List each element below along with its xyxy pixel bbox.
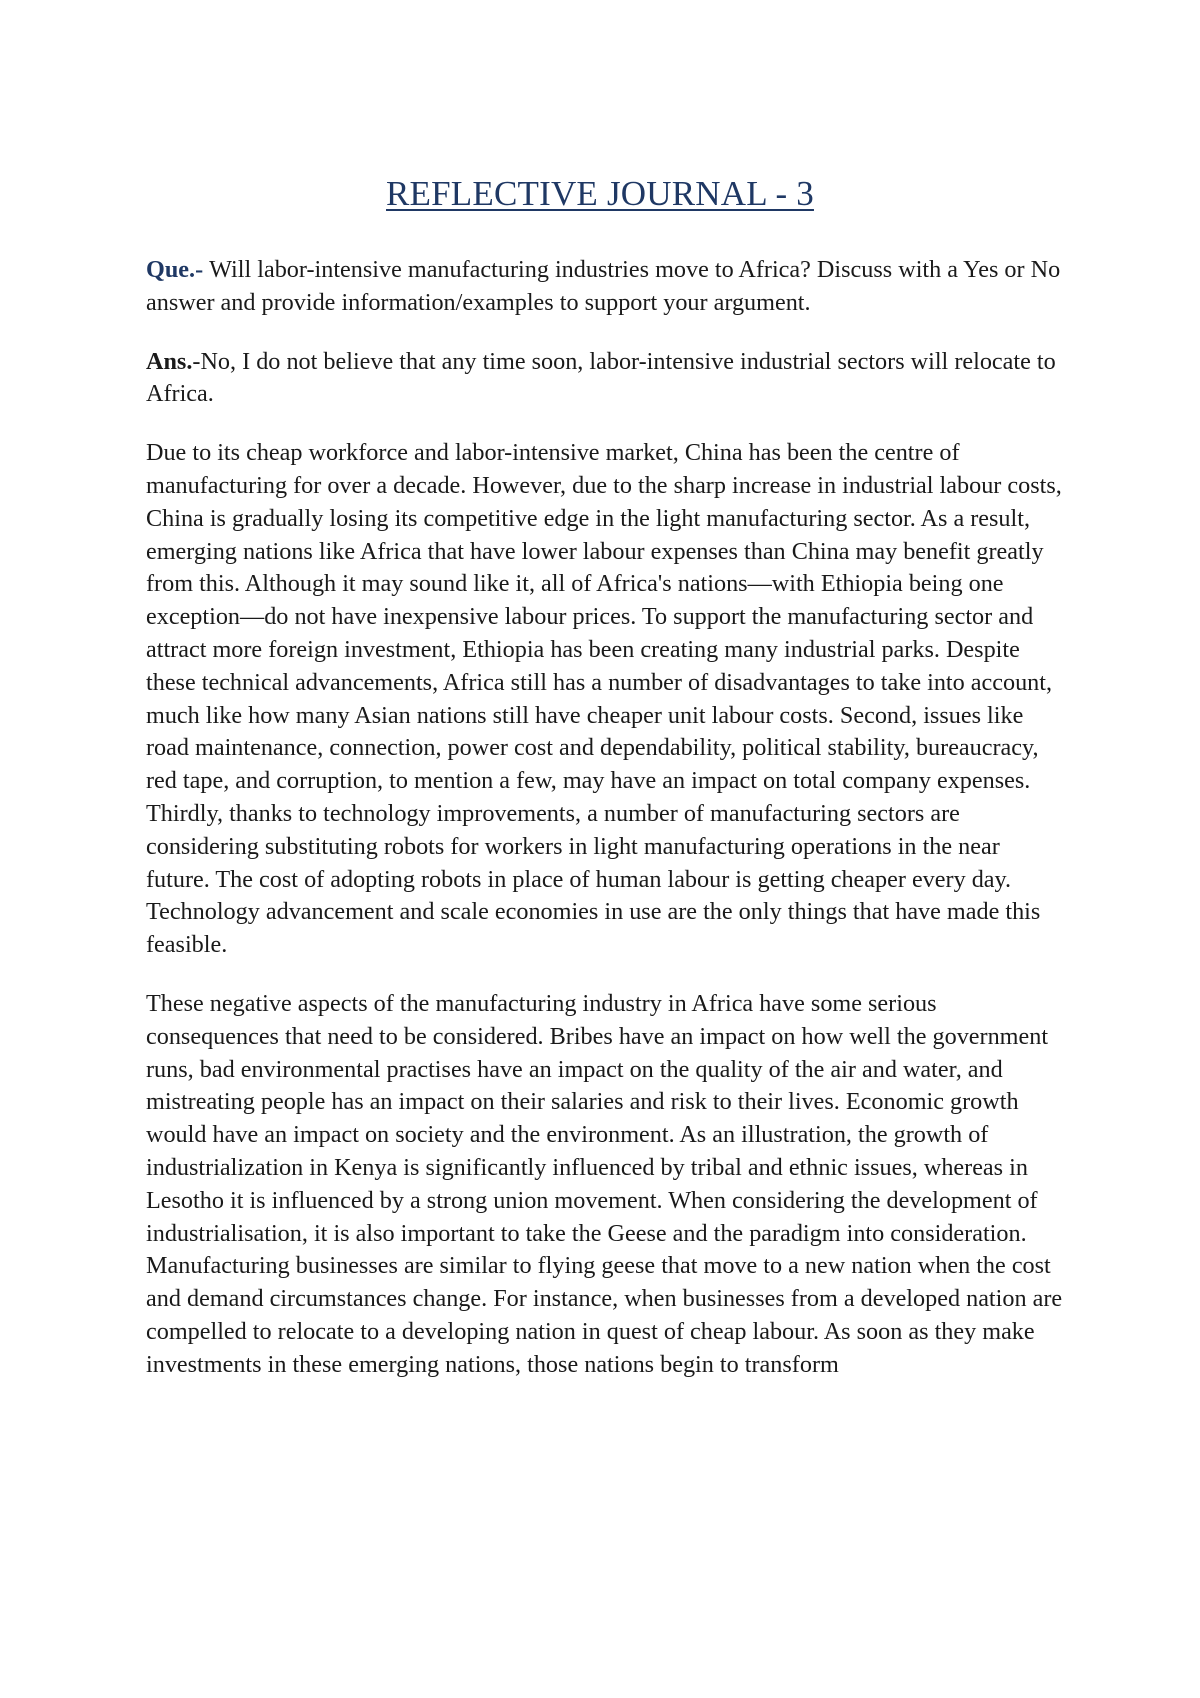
- question-text: Will labor-intensive manufacturing industries move to Africa? Discuss with a Yes or No answer and provide information/examples to support your argument.: [146, 256, 1061, 316]
- question-separator: -: [195, 256, 210, 283]
- answer-label: Ans.: [146, 347, 193, 375]
- answer-separator: -: [192, 347, 201, 375]
- document-title: REFLECTIVE JOURNAL - 3: [386, 174, 814, 213]
- body-paragraph-1: Due to its cheap workforce and labor-intensive market, China has been the centre of manufacturing for over a decade. However, due to the sharp increase in industrial labour costs, China is gradually losing its competitive edge in the light manufacturing sector. As a result, emerging nations like Africa that have lower labour expenses than China may benefit greatly from this. Although it may sound like it, all of Africa's nations—with Ethiopia being one exception—do not have inexpensive labour prices. To support the manufacturing sector and attract more foreign investment, Ethiopia has been creating many industrial parks. Despite these technical advancements, Africa still has a number of disadvantages to take into account, much like how many Asian nations still have cheaper unit labour costs. Second, issues like road maintenance, connection, power cost and dependability, political stability, bureaucracy, red tape, and corruption, to mention a few, may have an impact on total company expenses. Thirdly, thanks to technology improvements, a number of manufacturing sectors are considering substituting robots for workers in light manufacturing operations in the near future. The cost of adopting robots in place of human labour is getting cheaper every day. Technology advancement and scale economies in use are the only things that have made this feasible.: [146, 439, 1062, 959]
- body-paragraph-2: These negative aspects of the manufacturing industry in Africa have some serious consequences that need to be considered. Bribes have an impact on how well the government runs, bad environmental practises have an impact on the quality of the air and water, and mistreating people has an impact on their salaries and risk to their lives. Economic growth would have an impact on society and the environment. As an illustration, the growth of industrialization in Kenya is significantly influenced by tribal and ethnic issues, whereas in Lesotho it is influenced by a strong union movement. When considering the development of industrialisation, it is also important to take the Geese and the paradigm into consideration. Manufacturing businesses are similar to flying geese that move to a new nation when the cost and demand circumstances change. For instance, when businesses from a developed nation are compelled to relocate to a developing nation in quest of cheap labour. As soon as they make investments in these emerging nations, those nations begin to transform: [146, 989, 1063, 1378]
- answer-text: No, I do not believe that any time soon, labor-intensive industrial sectors will relocate to Africa.: [146, 347, 1056, 408]
- question-paragraph: [146, 254, 1066, 320]
- document-body: [146, 254, 1066, 1408]
- question-label: Que.: [146, 256, 196, 283]
- answer-paragraph: [146, 346, 1066, 412]
